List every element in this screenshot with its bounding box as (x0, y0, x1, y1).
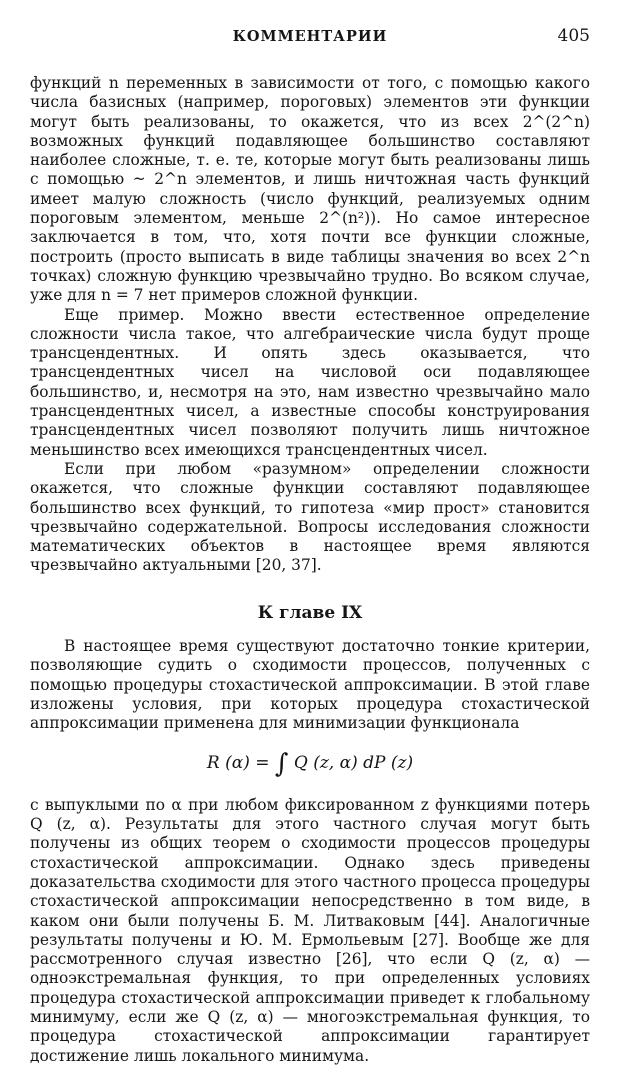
page-body (30, 74, 590, 1066)
running-title: КОММЕНТАРИИ (232, 28, 388, 45)
paragraph-stochastic-approximation: В настоящее время существуют достаточно тонкие критерии, позволяющие судить о сходимости процессов, полученных с помощью процедуры стохастической аппроксимации. В этой главе изложены условия, при которых процедура стохастической аппроксимации применена для минимизации функционала (30, 637, 590, 733)
formula-lhs: R (α) = (206, 752, 270, 773)
page-number: 405 (557, 26, 590, 46)
functional-formula (30, 748, 590, 779)
page-header (30, 26, 590, 52)
integral-sign: ∫ (274, 748, 289, 779)
book-page (30, 26, 590, 1066)
chapter-heading: К главе IX (257, 602, 363, 623)
paragraph-convergence-results: с выпуклыми по α при любом фиксированном z функциями потерь Q (z, α). Результаты для этого частного случая могут быть получены из общих теорем о сходимости процессов процедуры стохастической аппроксимации. Однако здесь приведены доказательства сходимости для этого частного процесса процедуры стохастической аппроксимации непосредственно в том виде, в каком они были получены Б. М. Литваковым [44]. Аналогичные результаты получены и Ю. М. Ермольевым [27]. Вообще же для рассмотренного случая известно [26], что если Q (z, α) — одноэкстремальная функция, то при определенных условиях процедура стохастической аппроксимации приведет к глобальному минимуму, если же Q (z, α) — многоэкстремальная функция, то процедура стохастической аппроксимации гарантирует достижение лишь локального минимума. (30, 795, 590, 1065)
paragraph-complexity-functions: функций n переменных в зависимости от того, с помощью какого числа базисных (например, пороговых) элементов эти функции могут быть реализованы, то окажется, что из всех 2^(2^n) возможных функций подавляющее большинство составляют наиболее сложные, т. е. те, которые могут быть реализованы лишь с помощью ~ 2^n элементов, и лишь ничтожная часть функций имеет малую сложность (число функций, реализуемых одним пороговым элементом, меньше 2^(n²)). Но самое интересное заключается в том, что, хотя почти все функции сложные, построить (просто выписать в виде таблицы значения во всех 2^n точках) сложную функцию чрезвычайно трудно. Во всяком случае, уже для n = 7 нет примеров сложной функции. (30, 74, 590, 305)
paragraph-transcendental-numbers: Еще пример. Можно ввести естественное определение сложности числа такое, что алгебраические числа будут проще трансцендентных. И опять здесь оказывается, что трансцендентных чисел на числовой оси подавляющее большинство, и, несмотря на это, нам известно чрезвычайно мало трансцендентных чисел, а известные способы конструирования трансцендентных чисел позволяют получить лишь ничтожное меньшинство всех имеющихся трансцендентных чисел. (30, 305, 590, 459)
paragraph-world-simple: Если при любом «разумном» определении сложности окажется, что сложные функции составляют подавляющее большинство всех функций, то гипотеза «мир прост» становится чрезвычайно содержательной. Вопросы исследования сложности математических объектов в настоящее время являются чрезвычайно актуальными [20, 37]. (30, 459, 590, 575)
formula-rhs: Q (z, α) dP (z) (293, 752, 414, 773)
